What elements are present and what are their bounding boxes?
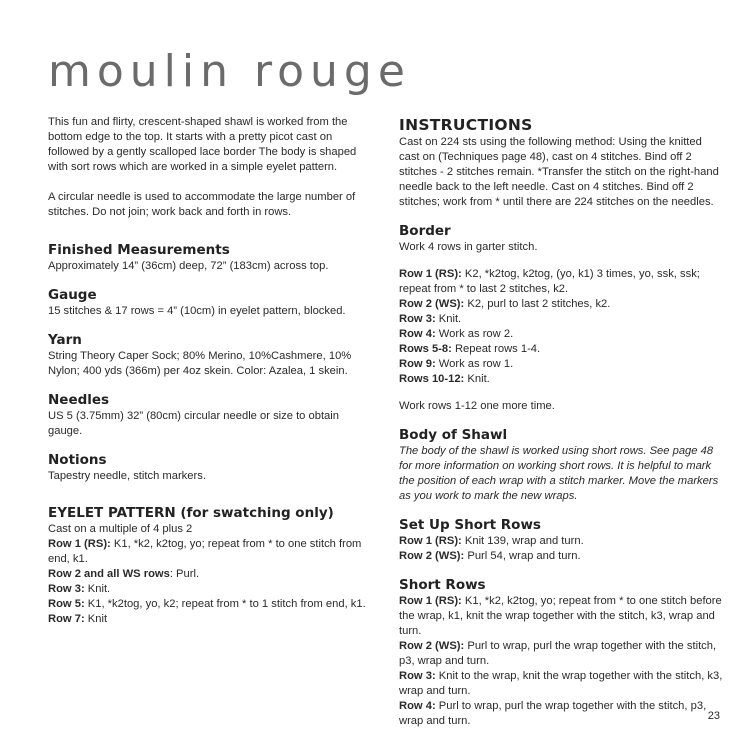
border-row: [399, 357, 724, 372]
border-row: [399, 327, 724, 342]
set-up-short-rows-section: [399, 516, 724, 564]
row-text: Knit.: [435, 313, 462, 325]
yarn-section: [48, 331, 373, 379]
needles-heading: Needles: [48, 392, 110, 408]
row-text: Purl to wrap, purl the wrap together with the stitch, p3, wrap and turn.: [399, 640, 717, 667]
row-label: Rows 5-8:: [399, 343, 452, 355]
row-label: Row 2 (WS):: [399, 640, 465, 652]
row-label: Row 2 (WS):: [399, 550, 465, 562]
short-row: [399, 594, 724, 639]
instructions-heading: INSTRUCTIONS: [399, 116, 533, 134]
row-text: K2, *k2tog, k2tog, (yo, k1) 3 times, yo, ssk, ssk; repeat from * to last 2 stitches, k2.: [399, 268, 700, 295]
gauge-section: [48, 286, 373, 319]
eyelet-pattern-intro: Cast on a multiple of 4 plus 2: [48, 523, 193, 535]
row-text: K1, *k2tog, yo, k2; repeat from * to 1 stitch from end, k1.: [84, 598, 366, 610]
row-text: Knit 139, wrap and turn.: [461, 535, 584, 547]
border-heading: Border: [399, 223, 451, 239]
short-row: [399, 699, 724, 729]
row-label: Row 1 (RS):: [48, 538, 111, 550]
left-column: [48, 115, 373, 627]
border-row: [399, 297, 724, 312]
row-text: Work as row 2.: [435, 328, 514, 340]
row-text: Knit: [84, 613, 108, 625]
row-label: Row 4:: [399, 328, 436, 340]
row-text: Purl to wrap, purl the wrap together with the stitch, p3, wrap and turn.: [399, 700, 707, 727]
eyelet-row: [48, 567, 373, 582]
row-text: Knit.: [464, 373, 490, 385]
page-title: moulin rouge: [48, 46, 411, 97]
instructions-section: [399, 115, 724, 210]
gauge-text: 15 stitches & 17 rows = 4” (10cm) in eyelet pattern, blocked.: [48, 305, 346, 317]
row-text: Repeat rows 1-4.: [451, 343, 541, 355]
row-label: Row 2 (WS):: [399, 298, 465, 310]
row-label: Row 1 (RS):: [399, 535, 462, 547]
border-outro: Work rows 1-12 one more time.: [399, 400, 555, 412]
row-label: Row 3:: [48, 583, 85, 595]
body-of-shawl-heading: Body of Shawl: [399, 427, 508, 443]
instructions-text: Cast on 224 sts using the following method: Using the knitted cast on (Techniques page 48), cast on 4 stitches. Bind off 2 stitches - 2 stitches remain. *Transfer the stitch on the right-hand needle back to the left needle. Cast on 4 stitches. Bind off 2 stitches; work from * until there are 224 stitches on the needles.: [399, 136, 719, 208]
short-rows-heading: Short Rows: [399, 577, 486, 593]
notions-text: Tapestry needle, stitch markers.: [48, 470, 206, 482]
row-label: Row 7:: [48, 613, 85, 625]
row-text: Knit.: [84, 583, 111, 595]
row-label: Row 3:: [399, 313, 436, 325]
row-text: K1, *k2, k2tog, yo; repeat from * to one stitch before the wrap, k1, knit the wrap together with the stitch, k3, wrap and turn.: [399, 595, 722, 637]
row-text: K2, purl to last 2 stitches, k2.: [464, 298, 611, 310]
intro-paragraph-1: This fun and flirty, crescent-shaped shawl is worked from the bottom edge to the top. It starts with a pretty picot cast on followed by a gently scalloped lace border The body is shaped with sort rows which are worked in a simple eyelet pattern.: [48, 116, 357, 173]
short-rows-section: [399, 576, 724, 729]
border-row: [399, 342, 724, 357]
row-text: K1, *k2, k2tog, yo; repeat from * to one stitch from end, k1.: [48, 538, 362, 565]
border-row: [399, 267, 724, 297]
row-label: Row 9:: [399, 358, 436, 370]
short-row: [399, 669, 724, 699]
eyelet-row: [48, 612, 373, 627]
eyelet-pattern-section: [48, 504, 373, 627]
row-label: Row 2 and all WS rows: [48, 568, 170, 580]
needles-text: US 5 (3.75mm) 32” (80cm) circular needle or size to obtain gauge.: [48, 410, 339, 437]
border-row: [399, 372, 724, 387]
row-text: Work as row 1.: [435, 358, 514, 370]
yarn-heading: Yarn: [48, 332, 82, 348]
row-label: Row 3:: [399, 670, 436, 682]
row-label: Rows 10-12:: [399, 373, 465, 385]
setup-row: [399, 549, 724, 564]
yarn-text: String Theory Caper Sock; 80% Merino, 10%Cashmere, 10% Nylon; 400 yds (366m) per 4oz skein. Color: Azalea, 1 skein.: [48, 350, 352, 377]
border-intro: Work 4 rows in garter stitch.: [399, 241, 538, 253]
finished-measurements-heading: Finished Measurements: [48, 242, 230, 258]
notions-heading: Notions: [48, 452, 107, 468]
page-number: 23: [707, 710, 720, 722]
row-label: Row 5:: [48, 598, 85, 610]
row-label: Row 4:: [399, 700, 436, 712]
eyelet-row: [48, 582, 373, 597]
eyelet-row: [48, 537, 373, 567]
finished-measurements-section: [48, 241, 373, 274]
eyelet-pattern-heading: EYELET PATTERN (for swatching only): [48, 505, 334, 521]
set-up-short-rows-heading: Set Up Short Rows: [399, 517, 541, 533]
setup-row: [399, 534, 724, 549]
row-text: : Purl.: [169, 568, 200, 580]
gauge-heading: Gauge: [48, 287, 97, 303]
eyelet-row: [48, 597, 373, 612]
needles-section: [48, 391, 373, 439]
row-text: Purl 54, wrap and turn.: [464, 550, 581, 562]
notions-section: [48, 451, 373, 484]
row-label: Row 1 (RS):: [399, 595, 462, 607]
short-row: [399, 639, 724, 669]
right-column: [399, 115, 724, 729]
body-of-shawl-section: [399, 426, 724, 504]
finished-measurements-text: Approximately 14” (36cm) deep, 72” (183cm) across top.: [48, 260, 329, 272]
border-row: [399, 312, 724, 327]
border-section: [399, 222, 724, 414]
row-label: Row 1 (RS):: [399, 268, 462, 280]
row-text: Knit to the wrap, knit the wrap together with the stitch, k3, wrap and turn.: [399, 670, 723, 697]
intro-paragraph-2: A circular needle is used to accommodate the large number of stitches. Do not join; work back and forth in rows.: [48, 191, 356, 218]
body-of-shawl-text: The body of the shawl is worked using short rows. See page 48 for more information on working short rows. It is helpful to mark the position of each wrap with a stitch marker. Move the markers as you work to mark the new wraps.: [399, 445, 719, 502]
